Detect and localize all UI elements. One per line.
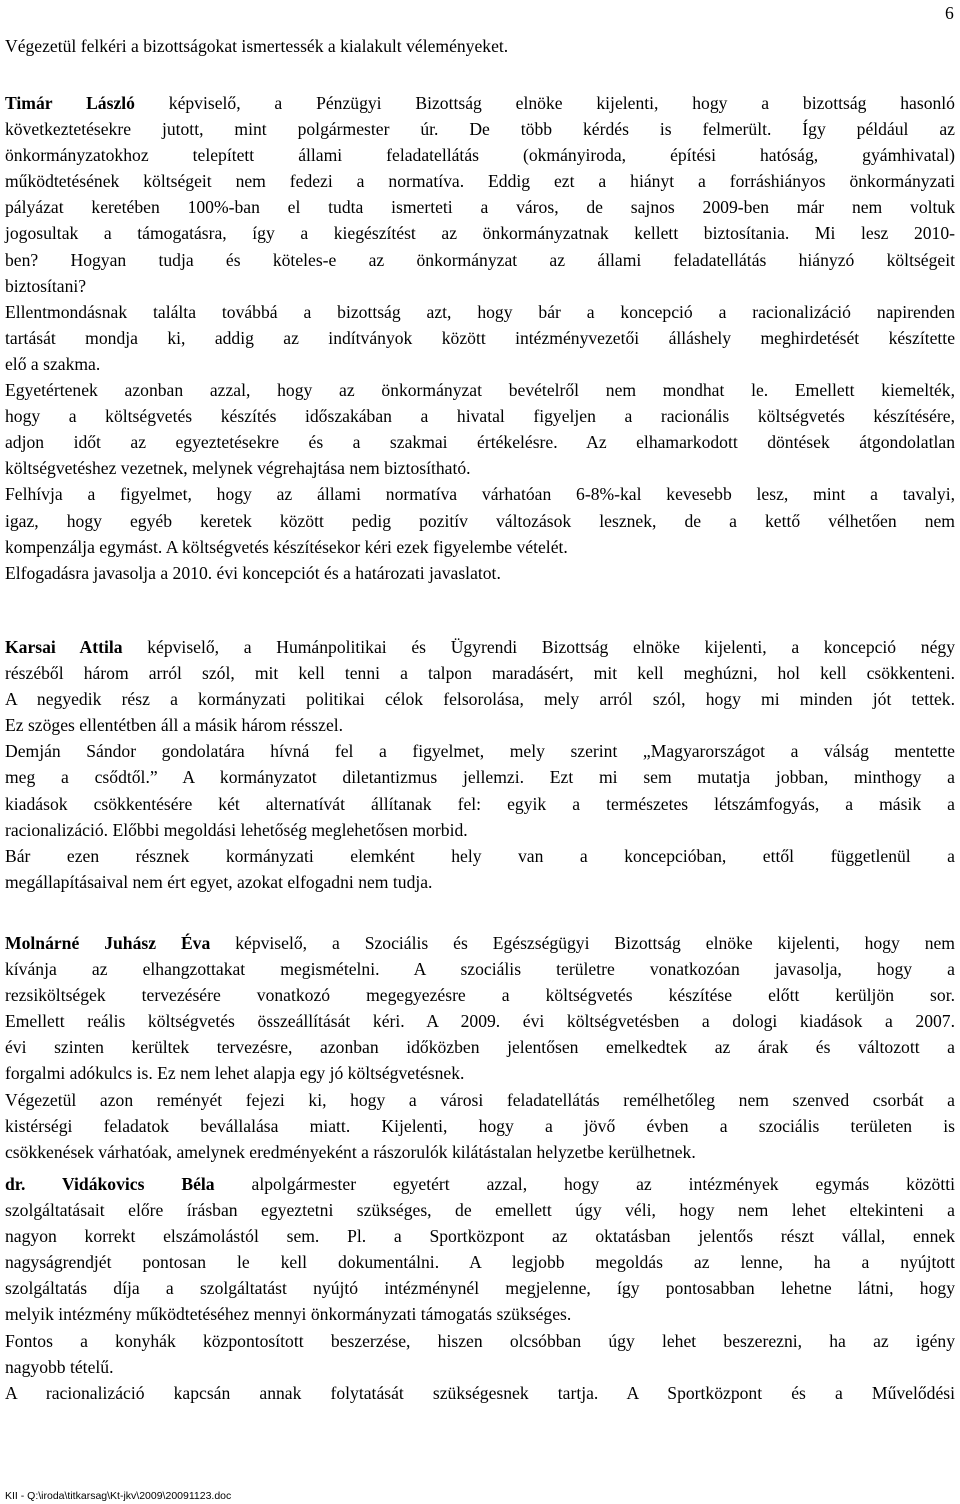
speaker-name: Molnárné Juhász Éva bbox=[5, 933, 211, 953]
text-line bbox=[5, 764, 955, 790]
text-line bbox=[5, 560, 955, 586]
line-text: rezsiköltségek tervezésére vonatkozó megegyezésre a költségvetés készítése előtt kerüljön sor. bbox=[5, 985, 955, 1006]
line-text: Fontos a konyhák központosított beszerzése, hiszen olcsóbban úgy lehet beszerezni, ha az igény bbox=[5, 1330, 955, 1351]
line-text: részéből három arról szól, mit kell tenni a talpon maradásért, mit kell meghúzni, hol kell csökkenteni. bbox=[5, 663, 955, 684]
line-text: elő a szakma. bbox=[5, 353, 101, 374]
line-text: önkormányzatokhoz telepített állami feladatellátás (okmányiroda, építési hatóság, gyámhivatal) bbox=[5, 145, 955, 166]
text-line bbox=[5, 1197, 955, 1223]
text-line bbox=[5, 1087, 955, 1113]
text-line bbox=[5, 660, 955, 686]
text-line bbox=[5, 534, 955, 560]
line-text: működtetésének költségeit nem fedezi a normatíva. Eddig ezt a hiányt a forráshiányos önkormányzati bbox=[5, 171, 955, 192]
paragraph-block bbox=[5, 634, 955, 895]
text-line bbox=[5, 220, 955, 246]
text-line bbox=[5, 403, 955, 429]
line-text: adjon időt az egyeztetésekre és a szakmai értékelésre. Az elhamarkodott döntések átgondolatlan bbox=[5, 432, 955, 453]
page-number: 6 bbox=[945, 3, 954, 23]
line-text: képviselő, a Humánpolitikai és Ügyrendi Bizottság elnöke kijelenti, a koncepció négy bbox=[122, 637, 955, 657]
line-text: megállapításaival nem ért egyet, azokat elfogadni nem tudja. bbox=[5, 871, 433, 892]
line-text: kistérségi feladatok bevállalása miatt. Kijelenti, hogy a jövő évben a szociális területen is bbox=[5, 1115, 955, 1136]
line-text: tartását mondja ki, addig az indítványok között intézményvezetői álláshely meghirdetését készítette bbox=[5, 327, 955, 348]
line-text: szolgáltatás díja a szolgáltatást nyújtó intézménynél megjelenne, így pontosabban lehetne látni, hogy bbox=[5, 1278, 955, 1299]
text-line bbox=[5, 1354, 955, 1380]
text-line bbox=[5, 1034, 955, 1060]
text-line bbox=[5, 455, 955, 481]
text-line bbox=[5, 791, 955, 817]
text-line bbox=[5, 1301, 955, 1327]
text-line bbox=[5, 817, 955, 843]
text-line bbox=[5, 325, 955, 351]
line-text: csökkenések várhatóak, amelynek eredményeként a rászorulók kilátástalan helyzetbe kerülhetnek. bbox=[5, 1141, 696, 1162]
line-text: alpolgármester egyetért azzal, hogy az intézmények egymás közötti bbox=[214, 1174, 956, 1194]
text-line bbox=[5, 1328, 955, 1354]
line-text: évi szinten kerültek tervezésre, azonban időközben jelentősen emelkedtek az árak és változott a bbox=[5, 1037, 955, 1058]
paragraph-block bbox=[5, 90, 955, 586]
line-text: Demján Sándor gondolatára hívná fel a figyelmet, mely szerint „Magyarországot a válság mentette bbox=[5, 741, 955, 762]
text-line bbox=[5, 982, 955, 1008]
line-text: Bár ezen résznek kormányzati elemként hely van a koncepcióban, ettől függetlenül a bbox=[5, 845, 955, 866]
line-text: nagyon korrekt elszámolástól sem. Pl. a Sportközpont az oktatásban jelentős részt vállal, ennek bbox=[5, 1226, 955, 1247]
text-line bbox=[5, 481, 955, 507]
text-line bbox=[5, 1223, 955, 1249]
line-text: Ez szöges ellentétben áll a másik három résszel. bbox=[5, 715, 344, 736]
line-text: szolgáltatásait előre írásban egyeztetni szükséges, de emellett úgy véli, hogy nem lehet eltekinteni a bbox=[5, 1200, 955, 1221]
line-text: Emellett reális költségvetés összeállítását kéri. A 2009. évi költségvetésben a dologi kiadások a 2007. bbox=[5, 1011, 955, 1032]
line-text: kiadások csökkentésére két alternatívát állítanak fel: egyik a természetes létszámfogyás, a másik a bbox=[5, 793, 955, 814]
text-line bbox=[5, 116, 955, 142]
text-line bbox=[5, 686, 955, 712]
text-line bbox=[5, 247, 955, 273]
text-line bbox=[5, 1380, 955, 1406]
line-text: igaz, hogy egyéb keretek között pedig pozitív változások lesznek, de a kettő vélhetően nem bbox=[5, 510, 955, 531]
line-text: Végezetül azon reményét fejezi ki, hogy a városi feladatellátás remélhetőleg nem szenved csorbát a bbox=[5, 1089, 955, 1110]
text-line bbox=[5, 377, 955, 403]
text-line bbox=[5, 142, 955, 168]
text-line bbox=[5, 351, 955, 377]
line-text: nagyobb tételű. bbox=[5, 1356, 114, 1377]
line-text: pályázat keretében 100%-ban el tudta ismerteti a város, de sajnos 2009-ben már nem voltuk bbox=[5, 197, 955, 218]
line-text: racionalizáció. Előbbi megoldási lehetőség meglehetősen morbid. bbox=[5, 819, 468, 840]
line-text: nagyságrendjét pontosan le kell dokumentálni. A legjobb megoldás az lenne, ha a nyújtott bbox=[5, 1252, 955, 1273]
text-line bbox=[5, 33, 955, 59]
text-line bbox=[5, 90, 955, 116]
line-text: Végezetül felkéri a bizottságokat ismertessék a kialakult véleményeket. bbox=[5, 36, 509, 56]
text-line bbox=[5, 1113, 955, 1139]
text-line bbox=[5, 1275, 955, 1301]
line-text: képviselő, a Szociális és Egészségügyi Bizottság elnöke kijelenti, hogy nem bbox=[210, 933, 955, 953]
line-text: ben? Hogyan tudja és köteles-e az önkormányzat az állami feladatellátás hiányzó költségeit bbox=[5, 249, 955, 270]
line-text: Elfogadásra javasolja a 2010. évi koncepciót és a határozati javaslatot. bbox=[5, 562, 501, 583]
line-text: kívánja az elhangzottakat megismételni. A szociális területre vonatkozóan javasolja, hogy a bbox=[5, 959, 955, 980]
line-text: képviselő, a Pénzügyi Bizottság elnöke kijelenti, hogy a bizottság hasonló bbox=[134, 93, 955, 113]
line-text: következtetésekre jutott, mint polgármester úr. De több kérdés is felmerült. Így például az bbox=[5, 119, 955, 140]
line-text: melyik intézmény működtetéséhez mennyi önkormányzati támogatás szükséges. bbox=[5, 1304, 572, 1325]
line-text: költségvetéshez vezetnek, melynek végrehajtása nem biztosítható. bbox=[5, 458, 471, 479]
footer-file-path: KII - Q:\iroda\titkarsag\Kt-jkv\2009\20091123.doc bbox=[5, 1490, 232, 1502]
text-line bbox=[5, 508, 955, 534]
line-text: meg a csődtől.” A kormányzatot diletantizmus jellemzi. Ezt mi sem mutatja jobban, minthogy a bbox=[5, 767, 955, 788]
text-line bbox=[5, 299, 955, 325]
line-text: A negyedik rész a kormányzati politikai célok felsorolása, mely arról szól, hogy mi minden jót tettek. bbox=[5, 689, 955, 710]
line-text: kompenzálja egymást. A költségvetés készítésekor kéri ezek figyelembe vételét. bbox=[5, 536, 568, 557]
speaker-name: dr. Vidákovics Béla bbox=[5, 1174, 215, 1194]
text-line bbox=[5, 956, 955, 982]
text-line bbox=[5, 843, 955, 869]
text-line bbox=[5, 429, 955, 455]
line-text: A racionalizáció kapcsán annak folytatását szükségesnek tartja. A Sportközpont és a Művelődési bbox=[5, 1382, 955, 1403]
text-line bbox=[5, 712, 955, 738]
line-text: biztosítani? bbox=[5, 275, 87, 296]
text-line bbox=[5, 273, 955, 299]
line-text: Felhívja a figyelmet, hogy az állami normatíva várhatóan 6-8%-kal kevesebb lesz, mint a tavalyi, bbox=[5, 484, 955, 505]
text-line bbox=[5, 1171, 955, 1197]
line-text: jogosultak a támogatásra, így a kiegészítést az önkormányzatnak kellett biztosítania. Mi lesz 2010- bbox=[5, 223, 955, 244]
line-text: hogy a költségvetés készítés időszakában a hivatal figyeljen a racionális költségvetés készítésére, bbox=[5, 406, 955, 427]
text-line bbox=[5, 1008, 955, 1034]
speaker-name: Timár László bbox=[5, 93, 135, 113]
text-line bbox=[5, 930, 955, 956]
line-text: forgalmi adókulcs is. Ez nem lehet alapja egy jó költségvetésnek. bbox=[5, 1063, 465, 1084]
paragraph-block bbox=[5, 33, 955, 59]
paragraph-block bbox=[5, 1171, 955, 1406]
line-text: Ellentmondásnak találta továbbá a bizottság azt, hogy bár a koncepció a racionalizáció napirenden bbox=[5, 301, 955, 322]
text-line bbox=[5, 1060, 955, 1086]
speaker-name: Karsai Attila bbox=[5, 637, 123, 657]
text-line bbox=[5, 194, 955, 220]
line-text: Egyetértenek azonban azzal, hogy az önkormányzat bevételről nem mondhat le. Emellett kiemelték, bbox=[5, 380, 955, 401]
text-line bbox=[5, 1139, 955, 1165]
text-line bbox=[5, 168, 955, 194]
paragraph-block bbox=[5, 930, 955, 1165]
text-line bbox=[5, 869, 955, 895]
text-line bbox=[5, 738, 955, 764]
text-line bbox=[5, 634, 955, 660]
text-line bbox=[5, 1249, 955, 1275]
